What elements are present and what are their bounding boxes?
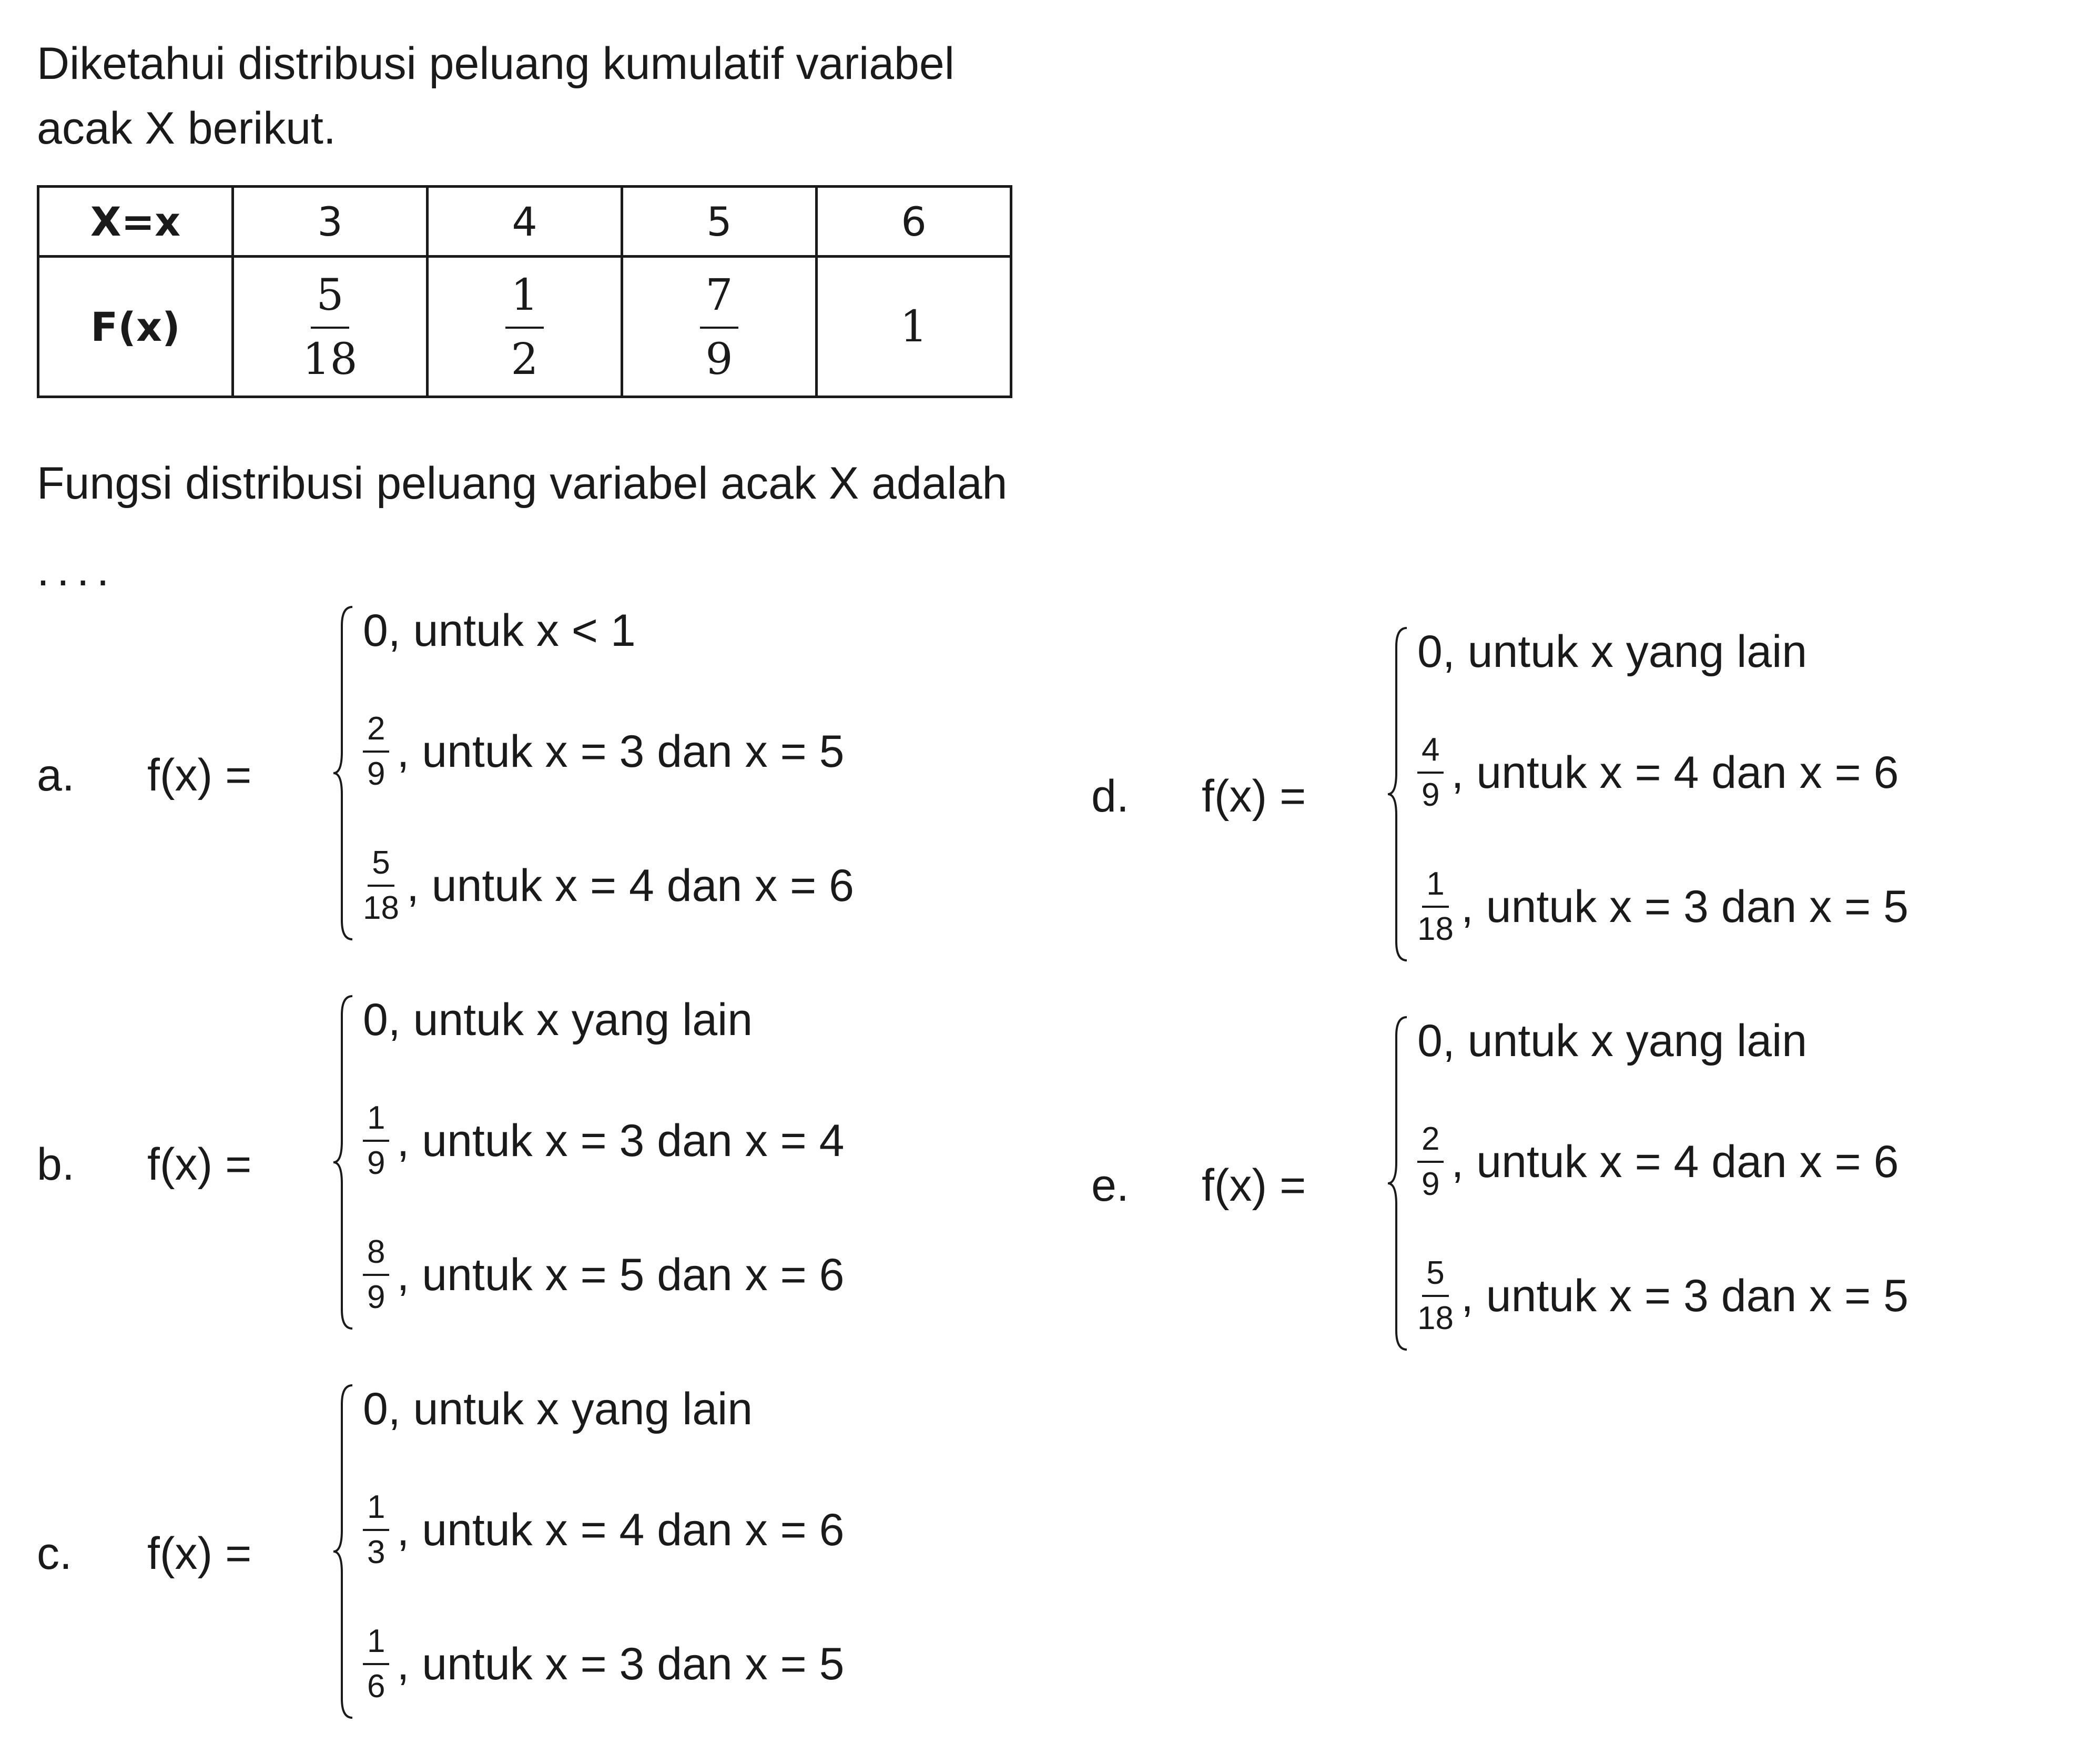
case-condition: , untuk x = 3 dan x = 5 <box>397 1638 845 1689</box>
case-condition: , untuk x = 4 dan x = 6 <box>406 860 854 911</box>
function-label: f(x) = <box>1202 1160 1306 1211</box>
fraction <box>505 270 543 384</box>
option-letter: d. <box>1091 771 1129 822</box>
denominator: 9 <box>367 1279 385 1315</box>
case-third <box>1417 1257 1909 1335</box>
case-condition: , untuk x = 5 dan x = 6 <box>397 1249 845 1300</box>
whole-value: 1 <box>900 301 928 352</box>
case-third <box>363 1625 845 1703</box>
numerator: 1 <box>505 274 543 329</box>
fraction <box>363 1625 389 1703</box>
case-condition: , untuk x = 3 dan x = 5 <box>397 726 845 777</box>
case-condition: , untuk x = 3 dan x = 5 <box>1460 1270 1909 1321</box>
fraction <box>1417 1123 1444 1201</box>
numerator: 5 <box>311 274 349 329</box>
denominator: 9 <box>367 756 385 792</box>
fraction <box>363 713 389 790</box>
function-label: f(x) = <box>147 750 252 800</box>
numerator: 4 <box>1417 734 1444 774</box>
table-row-fx <box>38 257 1011 397</box>
option-letter: a. <box>37 750 75 800</box>
case-default: 0, untuk x yang lain <box>363 995 753 1045</box>
denominator: 9 <box>1422 777 1440 813</box>
fraction <box>700 270 738 384</box>
denominator: 18 <box>363 890 399 926</box>
denominator: 9 <box>367 1145 385 1181</box>
fraction <box>1417 868 1454 946</box>
fraction <box>363 1236 389 1314</box>
intro-line-2: acak X berikut. <box>37 103 336 154</box>
numerator: 2 <box>1417 1123 1444 1163</box>
fraction <box>302 270 358 384</box>
denominator: 6 <box>367 1668 385 1705</box>
problem-intro <box>37 32 1299 161</box>
numerator: 7 <box>700 274 738 329</box>
fraction <box>1417 1257 1454 1335</box>
table-header-fx: F(x) <box>38 257 233 397</box>
case-third <box>363 1236 845 1314</box>
case-default: 0, untuk x < 1 <box>363 605 636 656</box>
case-condition: , untuk x = 4 dan x = 6 <box>1451 1136 1899 1187</box>
fraction <box>1417 734 1444 812</box>
numerator: 1 <box>363 1491 389 1531</box>
cumulative-distribution-table <box>37 185 1012 398</box>
answer-option[interactable] <box>37 989 1015 1346</box>
case-second <box>363 1491 845 1569</box>
option-letter: c. <box>37 1528 72 1579</box>
numerator: 1 <box>1422 868 1448 908</box>
left-brace-icon <box>1386 1015 1409 1354</box>
answer-option[interactable] <box>37 1378 1015 1736</box>
case-default: 0, untuk x yang lain <box>1417 1016 1808 1066</box>
function-label: f(x) = <box>147 1528 252 1579</box>
table-cell-x: 5 <box>622 187 817 257</box>
denominator: 18 <box>302 334 358 384</box>
function-label: f(x) = <box>147 1139 252 1190</box>
table-header-x: X=x <box>38 187 233 257</box>
left-brace-icon <box>331 1383 354 1722</box>
numerator: 5 <box>1422 1257 1448 1297</box>
numerator: 1 <box>363 1102 389 1142</box>
option-letter: e. <box>1091 1160 1129 1211</box>
fraction <box>363 1491 389 1569</box>
table-cell-x: 4 <box>428 187 622 257</box>
numerator: 2 <box>363 713 389 753</box>
table-cell-fx <box>622 257 817 397</box>
case-third <box>1417 868 1909 946</box>
answer-option[interactable] <box>37 600 1015 957</box>
function-label: f(x) = <box>1202 771 1306 822</box>
answer-option[interactable] <box>1091 621 2069 978</box>
case-condition: , untuk x = 4 dan x = 6 <box>397 1504 845 1555</box>
answer-option[interactable] <box>1091 1010 2069 1367</box>
case-default: 0, untuk x yang lain <box>1417 626 1808 677</box>
case-condition: , untuk x = 3 dan x = 4 <box>397 1115 845 1166</box>
case-second <box>363 713 845 790</box>
fraction <box>363 847 399 925</box>
denominator: 18 <box>1417 911 1454 947</box>
left-brace-icon <box>331 994 354 1333</box>
denominator: 18 <box>1417 1300 1454 1336</box>
case-second <box>1417 1123 1899 1201</box>
table-cell-fx <box>233 257 428 397</box>
table-cell-fx <box>428 257 622 397</box>
table-row-x <box>38 187 1011 257</box>
case-third <box>363 847 854 925</box>
left-brace-icon <box>1386 626 1409 965</box>
case-default: 0, untuk x yang lain <box>363 1384 753 1434</box>
denominator: 2 <box>511 334 539 384</box>
fraction <box>363 1102 389 1180</box>
question-dots: .... <box>37 545 117 595</box>
numerator: 5 <box>368 847 394 887</box>
numerator: 1 <box>363 1625 389 1665</box>
intro-line-1: Diketahui distribusi peluang kumulatif variabel <box>37 38 955 89</box>
case-condition: , untuk x = 3 dan x = 5 <box>1460 881 1909 932</box>
case-condition: , untuk x = 4 dan x = 6 <box>1451 747 1899 798</box>
left-brace-icon <box>331 605 354 944</box>
option-letter: b. <box>37 1139 75 1190</box>
table-cell-fx <box>817 257 1011 397</box>
table-cell-x: 3 <box>233 187 428 257</box>
denominator: 9 <box>705 334 733 384</box>
question-text: Fungsi distribusi peluang variabel acak X adalah <box>37 458 1008 509</box>
case-second <box>363 1102 845 1180</box>
table-cell-x: 6 <box>817 187 1011 257</box>
denominator: 3 <box>367 1534 385 1570</box>
numerator: 8 <box>363 1236 389 1276</box>
case-second <box>1417 734 1899 812</box>
denominator: 9 <box>1422 1166 1440 1202</box>
